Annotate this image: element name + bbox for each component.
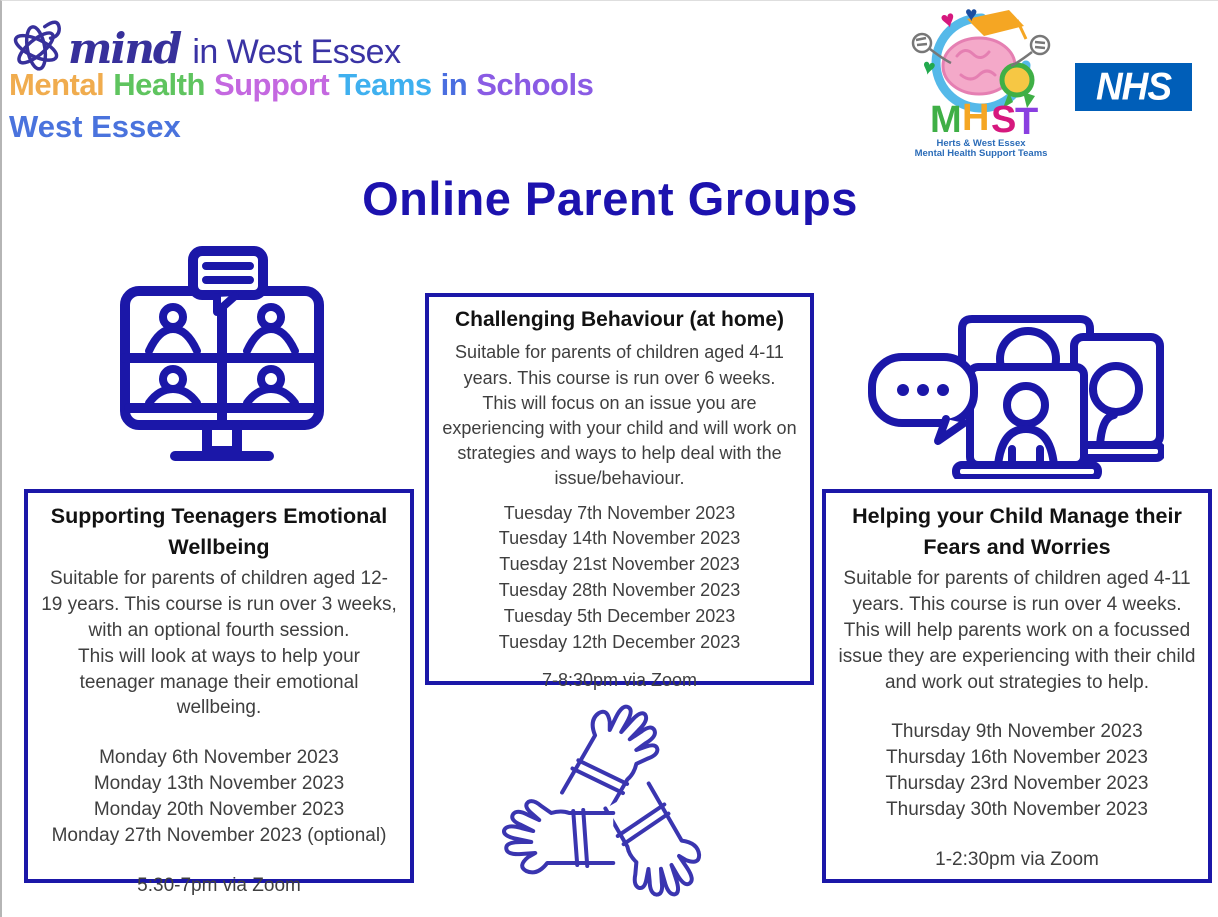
mhst-letter: S bbox=[991, 99, 1017, 141]
course-dates bbox=[838, 719, 1196, 822]
date-line: Tuesday 14th November 2023 bbox=[498, 528, 741, 549]
date-line: Tuesday 21st November 2023 bbox=[499, 554, 740, 575]
hands-together-icon bbox=[488, 701, 728, 917]
nhs-logo bbox=[1075, 63, 1192, 111]
mind-logo bbox=[8, 3, 401, 73]
mhst-brain-logo bbox=[905, 3, 1057, 159]
date-line: Tuesday 5th December 2023 bbox=[503, 606, 736, 627]
course-title: Supporting Teenagers Emotional Wellbeing bbox=[50, 504, 388, 560]
course-card-fears-and-worries bbox=[822, 489, 1212, 883]
video-call-group-icon bbox=[107, 245, 337, 475]
course-description: Suitable for parents of children aged 12-19 years. This course is run over 3 weeks, with an optional fourth session. bbox=[41, 568, 397, 641]
mhst-word: Health bbox=[113, 67, 205, 102]
course-dates bbox=[441, 501, 798, 656]
mhst-word: Mental bbox=[9, 67, 105, 102]
date-line: Thursday 30th November 2023 bbox=[886, 798, 1148, 820]
heart-icon: ♥ bbox=[919, 53, 938, 81]
mhst-logo-subline-2: Mental Health Support Teams bbox=[914, 148, 1048, 159]
course-time: 1-2:30pm via Zoom bbox=[935, 848, 1099, 870]
course-description: Suitable for parents of children aged 4-11 years. This course is run over 4 weeks. bbox=[843, 568, 1191, 616]
date-line: Monday 13th November 2023 bbox=[93, 773, 345, 795]
heart-icon: ♥ bbox=[937, 5, 959, 35]
date-line: Thursday 16th November 2023 bbox=[886, 747, 1148, 769]
course-time: 7-8:30pm via Zoom bbox=[541, 670, 698, 690]
date-line: Tuesday 12th December 2023 bbox=[498, 632, 741, 653]
course-description: This will look at ways to help your teenager manage their emotional wellbeing. bbox=[78, 645, 360, 719]
date-line: Thursday 23rd November 2023 bbox=[885, 773, 1149, 795]
course-title: Challenging Behaviour (at home) bbox=[454, 308, 785, 331]
date-line: Thursday 9th November 2023 bbox=[891, 721, 1143, 743]
mind-brand-text: mind bbox=[68, 24, 181, 73]
course-card-challenging-behaviour bbox=[425, 293, 814, 690]
mhst-word: Schools bbox=[476, 67, 594, 102]
date-line: Monday 20th November 2023 bbox=[93, 798, 345, 820]
course-description: Suitable for parents of children aged 4-11 years. This course is run over 6 weeks. bbox=[455, 342, 784, 388]
course-dates bbox=[40, 745, 398, 848]
mind-region-text: in West Essex bbox=[192, 33, 401, 71]
region-subtitle: West Essex bbox=[9, 109, 181, 144]
course-description: This will help parents work on a focussed issue they are experiencing with their child and work out strategies to help. bbox=[838, 620, 1196, 693]
date-line: Monday 27th November 2023 (optional) bbox=[51, 824, 387, 846]
course-card-supporting-teenagers bbox=[24, 489, 414, 896]
nhs-logo-text: NHS bbox=[1095, 64, 1172, 108]
mhst-logo-subline-1: Herts & West Essex bbox=[936, 138, 1026, 149]
mhst-headline bbox=[9, 67, 602, 103]
mhst-word: in bbox=[440, 67, 468, 102]
date-line: Monday 6th November 2023 bbox=[99, 747, 339, 769]
date-line: Tuesday 7th November 2023 bbox=[503, 502, 736, 523]
mhst-letter: H bbox=[962, 97, 990, 139]
course-description: This will focus on an issue you are experiencing with your child and will work on strategies and ways to help deal with the issue/behaviour. bbox=[442, 392, 797, 489]
heart-icon: ♥ bbox=[965, 3, 978, 26]
course-time: 5:30-7pm via Zoom bbox=[137, 874, 301, 896]
course-title: Helping your Child Manage their Fears and Worries bbox=[852, 504, 1182, 560]
mhst-letter: M bbox=[930, 99, 962, 141]
laptops-chat-icon bbox=[862, 287, 1164, 479]
mind-squiggle-icon bbox=[8, 15, 66, 75]
page-title: Online Parent Groups bbox=[362, 172, 858, 225]
mhst-word: Support bbox=[213, 67, 330, 102]
mhst-letter: T bbox=[1015, 101, 1039, 143]
mhst-word: Teams bbox=[338, 67, 432, 102]
date-line: Tuesday 28th November 2023 bbox=[498, 580, 741, 601]
